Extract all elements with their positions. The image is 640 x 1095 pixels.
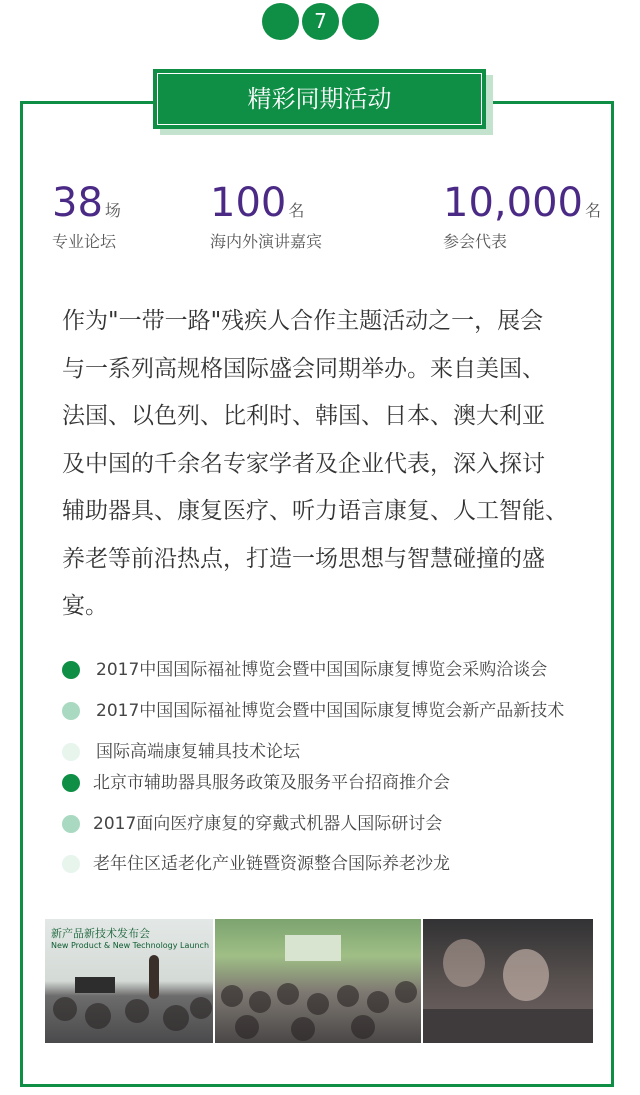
intro-line: 作为"一带一路"残疾人合作主题活动之一，展会 xyxy=(62,308,544,334)
intro-line: 法国、以色列、比利时、韩国、日本、澳大利亚 xyxy=(62,403,545,429)
intro-line: 养老等前沿热点，打造一场思想与智慧碰撞的盛 xyxy=(62,545,545,572)
stat-value: 10,000 xyxy=(443,180,583,226)
photo-forum-attendees xyxy=(423,919,593,1043)
stat-label: 海内外演讲嘉宾 xyxy=(210,232,323,251)
speaker-figure xyxy=(149,955,159,999)
intro-paragraph xyxy=(62,298,582,631)
bullet-dot-icon xyxy=(62,774,80,792)
stat-speakers xyxy=(210,180,322,252)
photo-caption-en: New Product & New Technology Launch xyxy=(51,941,210,950)
stat-value: 100 xyxy=(210,180,287,226)
podium xyxy=(75,977,115,993)
photo-audience-hall xyxy=(215,919,421,1043)
stat-unit: 名 xyxy=(584,201,601,220)
section-number: 7 xyxy=(314,9,327,33)
badge-dot-left xyxy=(262,3,299,40)
section-number-badge xyxy=(302,3,339,40)
stat-label: 专业论坛 xyxy=(52,232,117,251)
stat-unit: 场 xyxy=(104,201,121,220)
section-badges xyxy=(262,3,382,41)
stage-screen xyxy=(285,935,341,961)
stat-label: 参会代表 xyxy=(443,232,508,251)
intro-line: 宴。 xyxy=(62,593,108,619)
bullet-dot-icon xyxy=(62,661,80,679)
bullet-dot-icon xyxy=(62,815,80,833)
intro-line: 与一系列高规格国际盛会同期举办。来自美国、 xyxy=(62,355,545,382)
bullet-dot-icon xyxy=(62,702,80,720)
section-title: 精彩同期活动 xyxy=(247,85,392,113)
badge-dot-right xyxy=(342,3,379,40)
stat-value: 38 xyxy=(52,180,103,226)
photo-launch-event xyxy=(45,919,213,1043)
intro-line: 及中国的千余名专家学者及企业代表，深入探讨 xyxy=(62,450,545,477)
intro-line: 辅助器具、康复医疗、听力语言康复、人工智能、 xyxy=(62,498,568,524)
stat-forums xyxy=(52,180,121,252)
event-photo-strip xyxy=(45,919,593,1043)
section-title-box xyxy=(153,69,486,129)
bullet-dot-icon xyxy=(62,855,80,873)
stat-attendees xyxy=(443,180,601,252)
bullet-dot-icon xyxy=(62,743,80,761)
stat-unit: 名 xyxy=(288,201,305,220)
photo-caption-cn: 新产品新技术发布会 xyxy=(51,927,150,940)
